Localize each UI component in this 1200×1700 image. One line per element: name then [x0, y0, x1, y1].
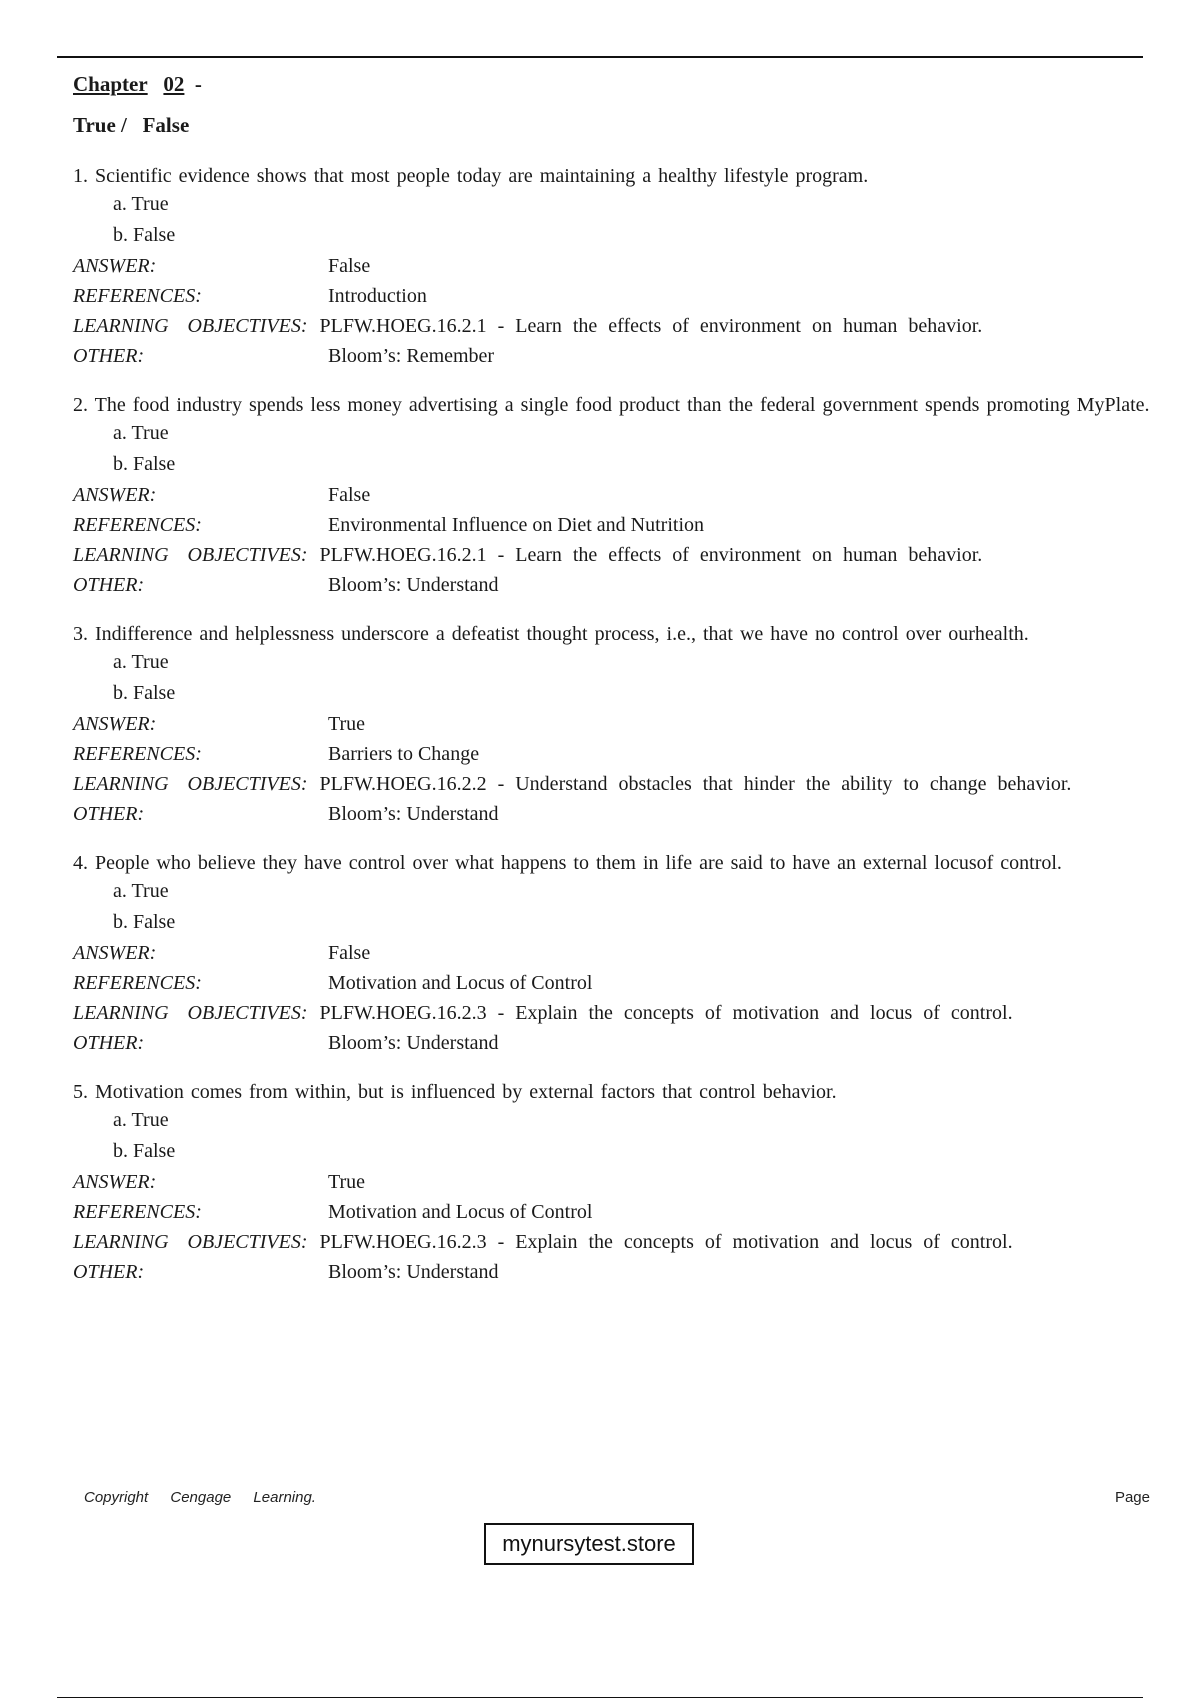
learning-objectives-row: [73, 311, 1183, 341]
references-value: Motivation and Locus of Control: [328, 1201, 593, 1223]
answer-option: a. True: [113, 193, 169, 215]
references-row: [73, 510, 1183, 540]
answer-label: ANSWER:: [73, 1171, 157, 1193]
references-row: [73, 1197, 1183, 1227]
answer-value: False: [328, 255, 371, 277]
answer-label: ANSWER:: [73, 484, 157, 506]
other-label: OTHER:: [73, 574, 145, 596]
question-text: 5. Motivation comes from within, but is influenced by external factors that control behavior.: [73, 1081, 837, 1103]
answer-value: False: [328, 484, 371, 506]
answer-option: b. False: [113, 224, 176, 246]
watermark-box: mynursytest.store: [484, 1523, 694, 1565]
answer-value: True: [328, 713, 366, 735]
learning-objectives-row: [73, 769, 1183, 799]
answer-row: [73, 938, 1183, 968]
other-value: Bloom’s: Remember: [328, 345, 495, 367]
answer-option: a. True: [113, 651, 169, 673]
chapter-heading: [73, 72, 202, 97]
learning-objectives-row: [73, 540, 1183, 570]
other-value: Bloom’s: Understand: [328, 1261, 499, 1283]
chapter-number: 02: [163, 72, 185, 96]
references-label: REFERENCES:: [73, 1201, 202, 1223]
answer-row: [73, 251, 1183, 281]
other-value: Bloom’s: Understand: [328, 803, 499, 825]
chapter-word: Chapter: [73, 72, 148, 96]
learning-objectives-row: [73, 998, 1183, 1028]
other-label: OTHER:: [73, 1032, 145, 1054]
question-text: 4. People who believe they have control over what happens to them in life are said to have an external locusof control.: [73, 852, 1062, 874]
top-divider: [57, 56, 1143, 58]
chapter-dash: -: [194, 72, 202, 96]
page-footer: Page: [1114, 1489, 1150, 1506]
answer-label: ANSWER:: [73, 942, 157, 964]
question-text: 1. Scientific evidence shows that most people today are maintaining a healthy lifestyle program.: [73, 165, 869, 187]
question-list: [73, 164, 1183, 1309]
question-item: [73, 851, 1183, 1058]
bottom-divider: [57, 1697, 1143, 1698]
learning-objectives-label: LEARNING OBJECTIVES:: [73, 1231, 308, 1253]
answer-option: b. False: [113, 453, 176, 475]
other-value: Bloom’s: Understand: [328, 1032, 499, 1054]
question-text: 3. Indifference and helplessness underscore a defeatist thought process, i.e., that we have no control over ourhealth.: [73, 623, 1029, 645]
question-text: 2. The food industry spends less money advertising a single food product than the federal government spends promoting MyPlate.: [73, 394, 1150, 416]
learning-objectives-label: LEARNING OBJECTIVES:: [73, 1002, 308, 1024]
learning-objectives-label: LEARNING OBJECTIVES:: [73, 315, 308, 337]
references-value: Motivation and Locus of Control: [328, 972, 593, 994]
learning-objectives-label: LEARNING OBJECTIVES:: [73, 544, 308, 566]
answer-value: True: [328, 1171, 366, 1193]
answer-row: [73, 480, 1183, 510]
references-label: REFERENCES:: [73, 514, 202, 536]
answer-option: b. False: [113, 1140, 176, 1162]
answer-option: b. False: [113, 911, 176, 933]
question-item: [73, 1080, 1183, 1287]
other-label: OTHER:: [73, 1261, 145, 1283]
learning-objectives-row: [73, 1227, 1183, 1257]
copyright-footer: Copyright Cengage Learning.: [84, 1489, 316, 1506]
section-heading: True / False: [73, 113, 190, 137]
references-label: REFERENCES:: [73, 285, 202, 307]
learning-objectives-value: PLFW.HOEG.16.2.1 - Learn the effects of environment on human behavior.: [319, 544, 983, 566]
answer-row: [73, 1167, 1183, 1197]
answer-label: ANSWER:: [73, 713, 157, 735]
answer-option: a. True: [113, 880, 169, 902]
other-row: [73, 570, 1183, 600]
answer-row: [73, 709, 1183, 739]
other-label: OTHER:: [73, 803, 145, 825]
other-label: OTHER:: [73, 345, 145, 367]
answer-value: False: [328, 942, 371, 964]
other-value: Bloom’s: Understand: [328, 574, 499, 596]
references-value: Introduction: [328, 285, 427, 307]
references-value: Barriers to Change: [328, 743, 480, 765]
references-row: [73, 281, 1183, 311]
other-row: [73, 1257, 1183, 1287]
question-item: [73, 393, 1183, 600]
learning-objectives-label: LEARNING OBJECTIVES:: [73, 773, 308, 795]
other-row: [73, 1028, 1183, 1058]
references-label: REFERENCES:: [73, 743, 202, 765]
other-row: [73, 799, 1183, 829]
learning-objectives-value: PLFW.HOEG.16.2.1 - Learn the effects of environment on human behavior.: [319, 315, 983, 337]
answer-option: a. True: [113, 1109, 169, 1131]
references-label: REFERENCES:: [73, 972, 202, 994]
learning-objectives-value: PLFW.HOEG.16.2.3 - Explain the concepts of motivation and locus of control.: [319, 1231, 1013, 1253]
references-row: [73, 968, 1183, 998]
other-row: [73, 341, 1183, 371]
question-item: [73, 164, 1183, 371]
learning-objectives-value: PLFW.HOEG.16.2.3 - Explain the concepts of motivation and locus of control.: [319, 1002, 1013, 1024]
answer-option: b. False: [113, 682, 176, 704]
learning-objectives-value: PLFW.HOEG.16.2.2 - Understand obstacles that hinder the ability to change behavior.: [319, 773, 1072, 795]
references-row: [73, 739, 1183, 769]
answer-label: ANSWER:: [73, 255, 157, 277]
answer-option: a. True: [113, 422, 169, 444]
references-value: Environmental Influence on Diet and Nutrition: [328, 514, 705, 536]
question-item: [73, 622, 1183, 829]
